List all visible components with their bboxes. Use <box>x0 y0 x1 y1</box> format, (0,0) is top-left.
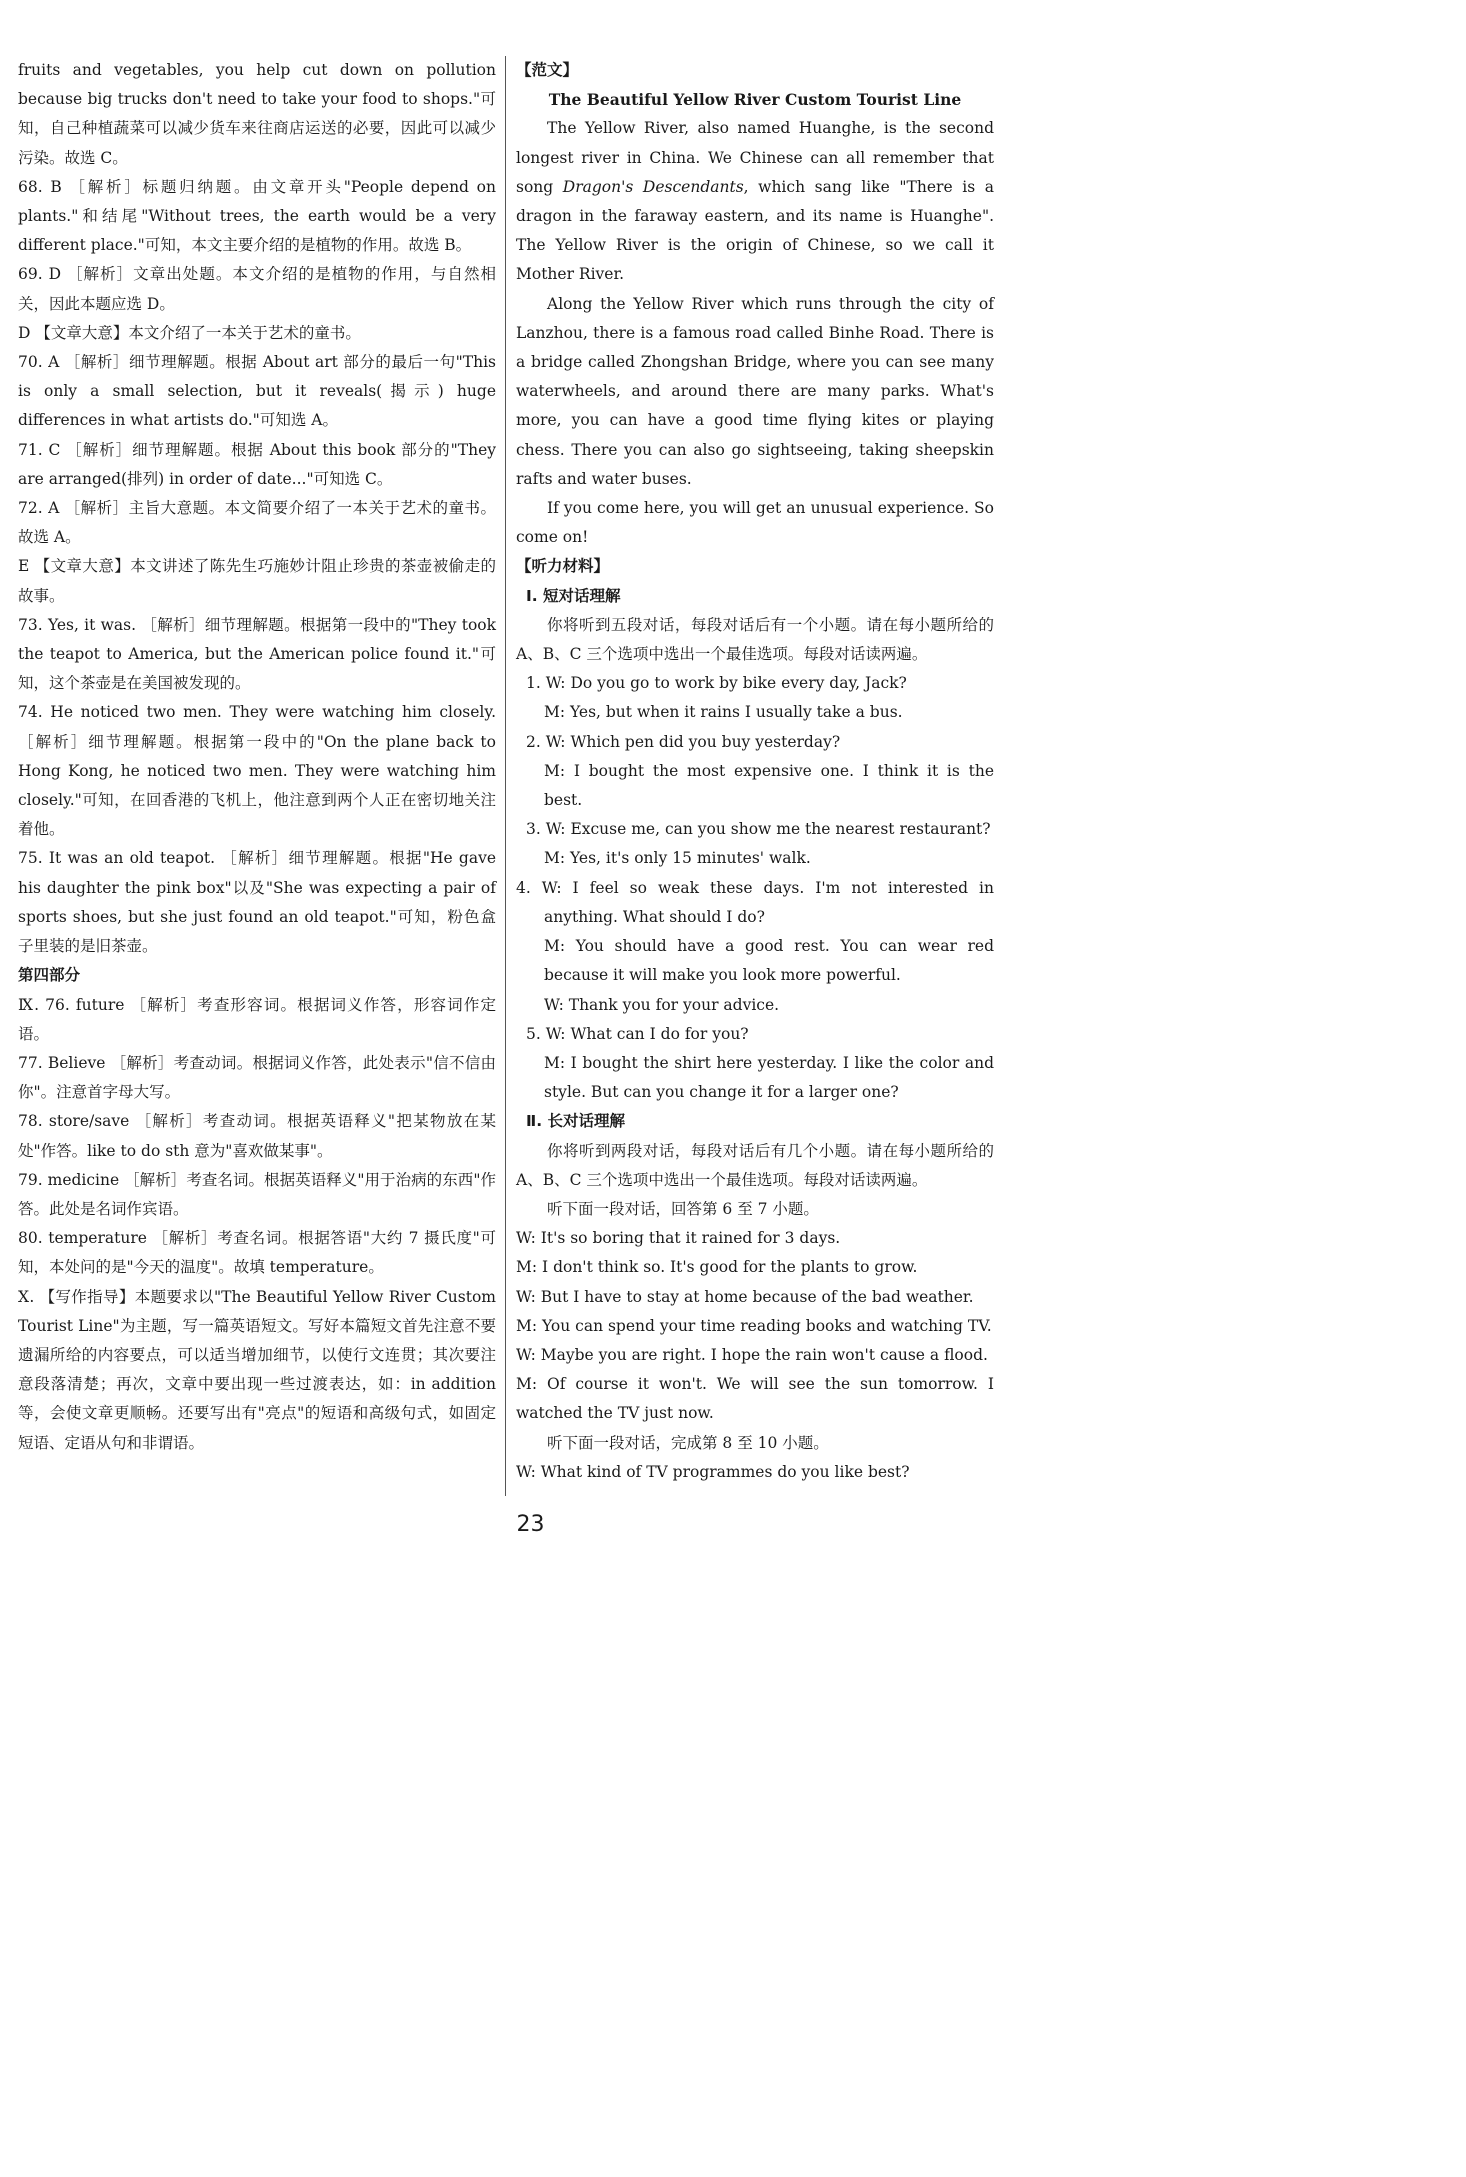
section-1-intro: 你将听到五段对话，每段对话后有一个小题。请在每小题所给的 A、B、C 三个选项中选出一个最佳选项。每段对话读两遍。 <box>516 615 994 664</box>
dialog-line: W: It's so boring that it rained for 3 days. <box>516 1229 841 1248</box>
dialog-1-intro: 听下面一段对话，回答第 6 至 7 小题。 <box>547 1199 819 1218</box>
answer-68: 68. B ［解析］标题归纳题。由文章开头"People depend on plants."和结尾"Without trees, the earth would be a very different place."可知，本文主要介绍的是植物的作用。故选 B。 <box>18 177 496 255</box>
answer-70: 70. A ［解析］细节理解题。根据 About art 部分的最后一句"This is only a small selection, but it reveals(揭示) huge differences in what artists do."可知选 A。 <box>18 353 496 430</box>
answer-78: 78. store/save ［解析］考查动词。根据英语释义"把某物放在某处"作答。like to do sth 意为"喜欢做某事"。 <box>18 1112 496 1160</box>
dialog-line: M: You can spend your time reading books and watching TV. <box>516 1316 992 1335</box>
listening-label: 【听力材料】 <box>516 557 610 576</box>
answer-76: Ⅸ. 76. future ［解析］考查形容词。根据词义作答，形容词作定语。 <box>18 995 496 1043</box>
answer-74: 74. He noticed two men. They were watching him closely. ［解析］细节理解题。根据第一段中的"On the plane back to Hong Kong, he noticed two men. They were watching him closely."可知，在回香港的飞机上，他注意到两个人正在密切地关注着他。 <box>18 703 496 839</box>
dialog-line: W: But I have to stay at home because of the bad weather. <box>516 1287 974 1306</box>
dialog-line: M: I bought the most expensive one. I think it is the best. <box>544 761 994 810</box>
section-2-intro: 你将听到两段对话，每段对话后有几个小题。请在每小题所给的 A、B、C 三个选项中选出一个最佳选项。每段对话读两遍。 <box>516 1141 994 1189</box>
dialog-line: M: I bought the shirt here yesterday. I like the color and style. But can you change it for a larger one? <box>544 1053 994 1102</box>
song-title: Dragon's Descendants <box>562 177 744 196</box>
passage-d-summary: D 【文章大意】本文介绍了一本关于艺术的童书。 <box>18 323 361 342</box>
passage-e-summary: E 【文章大意】本文讲述了陈先生巧施妙计阻止珍贵的茶壶被偷走的故事。 <box>18 557 496 605</box>
answer-72: 72. A ［解析］主旨大意题。本文简要介绍了一本关于艺术的童书。故选 A。 <box>18 499 496 547</box>
dialog-line: W: Thank you for your advice. <box>544 995 780 1014</box>
dialog-line: 3. W: Excuse me, can you show me the nearest restaurant? <box>526 820 991 839</box>
column-divider <box>505 56 506 1496</box>
answer-77: 77. Believe ［解析］考查动词。根据词义作答，此处表示"信不信由你"。注意首字母大写。 <box>18 1053 496 1102</box>
dialog-2-intro: 听下面一段对话，完成第 8 至 10 小题。 <box>547 1433 829 1452</box>
essay-paragraph-1: The Yellow River, also named Huanghe, is the second longest river in China. We Chinese can all remember that song Dragon's Descendants, which sang like "There is a dragon in the faraway eastern, and its name is Huanghe". The Yellow River is the origin of Chinese, so we call it Mother River. <box>516 119 994 284</box>
answer-71: 71. C ［解析］细节理解题。根据 About this book 部分的"They are arranged(排列) in order of date..."可知选 C。 <box>18 440 496 488</box>
right-column <box>516 56 994 1487</box>
answer-80: 80. temperature ［解析］考查名词。根据答语"大约 7 摄氏度"可知，本处问的是"今天的温度"。故填 temperature。 <box>18 1229 496 1277</box>
dialog-line: 5. W: What can I do for you? <box>526 1024 749 1043</box>
answer-75: 75. It was an old teapot. ［解析］细节理解题。根据"He gave his daughter the pink box"以及"She was expecting a pair of sports shoes, but she just found an old teapot."可知，粉色盒子里装的是旧茶壶。 <box>18 849 496 956</box>
dialog-line: M: Yes, but when it rains I usually take a bus. <box>544 703 903 722</box>
dialog-line: W: Maybe you are right. I hope the rain won't cause a flood. <box>516 1345 988 1364</box>
answer-67-cont: fruits and vegetables, you help cut down on pollution because big trucks don't need to take your food to shops."可知，自己种植蔬菜可以减少货车来往商店运送的必要，因此可以减少污染。故选 C。 <box>18 61 496 167</box>
writing-guide: Ⅹ. 【写作指导】本题要求以"The Beautiful Yellow River Custom Tourist Line"为主题，写一篇英语短文。写好本篇短文首先注意不要遗漏所给的内容要点，可以适当增加细节，以使行文连贯；其次要注意段落清楚；再次，文章中要出现一些过渡表达，如：in addition 等，会使文章更顺畅。还要写出有"亮点"的短语和高级句式，如固定短语、定语从句和非谓语。 <box>18 1287 496 1452</box>
dialog-line: M: You should have a good rest. You can wear red because it will make you look more powerful. <box>544 937 994 985</box>
left-column <box>18 56 496 1458</box>
dialog-line: M: I don't think so. It's good for the plants to grow. <box>516 1258 918 1277</box>
dialog-line: 4. W: I feel so weak these days. I'm not interested in anything. What should I do? <box>516 878 994 926</box>
section-1-heading: Ⅰ. 短对话理解 <box>526 586 621 605</box>
essay-title: The Beautiful Yellow River Custom Tourist Line <box>548 90 962 110</box>
dialog-line: 1. W: Do you go to work by bike every day, Jack? <box>526 674 907 693</box>
answer-79: 79. medicine ［解析］考查名词。根据英语释义"用于治病的东西"作答。此处是名词作宾语。 <box>18 1170 496 1218</box>
dialog-line: M: Yes, it's only 15 minutes' walk. <box>544 849 811 868</box>
dialog-line: 2. W: Which pen did you buy yesterday? <box>526 732 841 751</box>
answer-73: 73. Yes, it was. ［解析］细节理解题。根据第一段中的"They took the teapot to America, but the American police found it."可知，这个茶壶是在美国被发现的。 <box>18 615 496 693</box>
essay-paragraph-3: If you come here, you will get an unusual experience. So come on! <box>516 499 994 547</box>
answer-69: 69. D ［解析］文章出处题。本文介绍的是植物的作用，与自然相关，因此本题应选 D。 <box>18 265 496 313</box>
model-essay-label: 【范文】 <box>516 61 579 79</box>
section-2-heading: Ⅱ. 长对话理解 <box>526 1112 625 1131</box>
essay-paragraph-2: Along the Yellow River which runs through the city of Lanzhou, there is a famous road called Binhe Road. There is a bridge called Zhongshan Bridge, where you can see many waterwheels, and around there are many parks. What's more, you can have a good time flying kites or playing chess. There you can also go sightseeing, taking sheepskin rafts and water buses. <box>516 294 994 488</box>
part-four-heading: 第四部分 <box>18 966 81 985</box>
page-number: 23 <box>516 1512 545 1537</box>
dialog-line: W: What kind of TV programmes do you like best? <box>516 1462 910 1481</box>
dialog-line: M: Of course it won't. We will see the sun tomorrow. I watched the TV just now. <box>516 1375 994 1423</box>
